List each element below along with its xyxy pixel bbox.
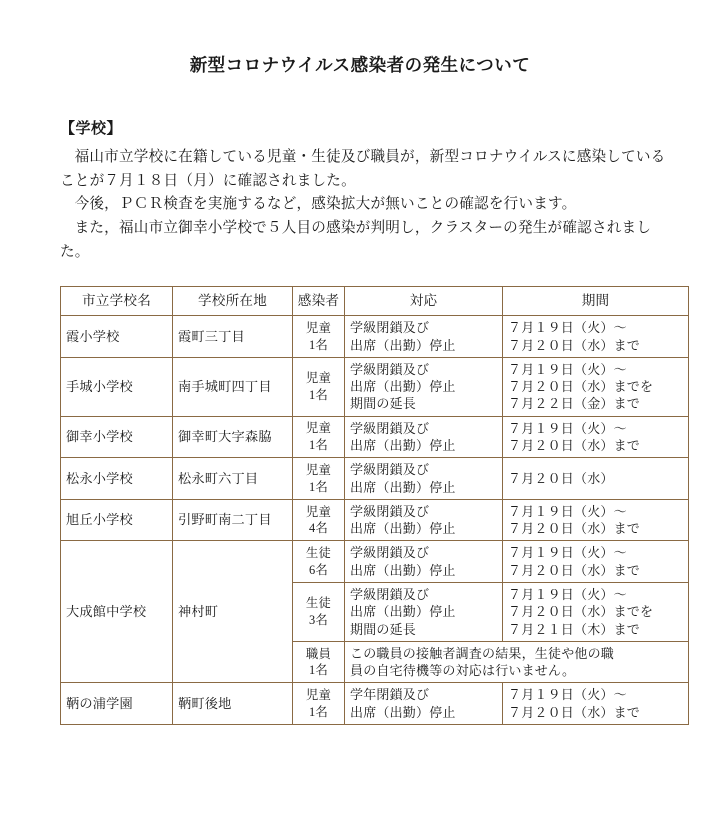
infection-table (60, 286, 689, 725)
cell-school-address: 御幸町大字森脇 (173, 416, 293, 458)
table-row (61, 683, 689, 725)
cell-infected-count: 生徒 3名 (293, 582, 345, 641)
cell-school-address: 南手城町四丁目 (173, 357, 293, 416)
cell-response: 学級閉鎖及び 出席（出勤）停止 (345, 416, 503, 458)
table-row (61, 541, 689, 583)
cell-note: この職員の接触者調査の結果，生徒や他の職 員の自宅待機等の対応は行いません。 (345, 641, 689, 683)
cell-response: 学級閉鎖及び 出席（出勤）停止 (345, 499, 503, 541)
cell-school-name: 御幸小学校 (61, 416, 173, 458)
cell-infected-count: 児童 1名 (293, 683, 345, 725)
cell-period: ７月１９日（火）～ ７月２０日（水）まで (503, 683, 689, 725)
section-label: 【学校】 (60, 121, 123, 137)
cell-response: 学級閉鎖及び 出席（出勤）停止 (345, 458, 503, 500)
cell-infected-count: 児童 1名 (293, 416, 345, 458)
table-row (61, 357, 689, 416)
cell-period: ７月１９日（火）～ ７月２０日（水）まで (503, 499, 689, 541)
cell-period: ７月２０日（水） (503, 458, 689, 500)
header-count: 感染者 (293, 287, 345, 316)
cell-infected-count: 児童 4名 (293, 499, 345, 541)
cell-school-address: 鞆町後地 (173, 683, 293, 725)
cell-school-address: 引野町南二丁目 (173, 499, 293, 541)
cell-response: 学級閉鎖及び 出席（出勤）停止 期間の延長 (345, 582, 503, 641)
paragraph-2: 今後，ＰＣＲ検査を実施するなど，感染拡大が無いことの確認を行います。 (74, 196, 577, 213)
cell-period: ７月１９日（火）～ ７月２０日（水）まで (503, 541, 689, 583)
cell-school-name: 旭丘小学校 (61, 499, 173, 541)
cell-period: ７月１９日（火）～ ７月２０日（水）まで (503, 416, 689, 458)
cell-school-address: 神村町 (173, 541, 293, 683)
paragraph-3: また，福山市立御幸小学校で５人目の感染が判明し，クラスターの発生が確認されました。 (60, 219, 652, 260)
cell-period: ７月１９日（火）～ ７月２０日（水）までを ７月２１日（木）まで (503, 582, 689, 641)
cell-school-name: 手城小学校 (61, 357, 173, 416)
page-title: 新型コロナウイルス感染者の発生について (189, 55, 531, 75)
cell-school-name: 大成館中学校 (61, 541, 173, 683)
cell-period: ７月１９日（火）～ ７月２０日（水）までを ７月２２日（金）まで (503, 357, 689, 416)
table-row (61, 416, 689, 458)
paragraph-1: 福山市立学校に在籍している児童・生徒及び職員が，新型コロナウイルスに感染していることが７月１８日（月）に確認されました。 (60, 149, 666, 189)
table-body (61, 316, 689, 725)
cell-infected-count: 児童 1名 (293, 357, 345, 416)
cell-response: 学年閉鎖及び 出席（出勤）停止 (345, 683, 503, 725)
cell-infected-count: 生徒 6名 (293, 541, 345, 583)
cell-school-address: 霞町三丁目 (173, 316, 293, 358)
table-row (61, 316, 689, 358)
header-school: 市立学校名 (61, 287, 173, 316)
cell-infected-count: 職員 1名 (293, 641, 345, 683)
cell-school-address: 松永町六丁目 (173, 458, 293, 500)
cell-infected-count: 児童 1名 (293, 316, 345, 358)
cell-school-name: 松永小学校 (61, 458, 173, 500)
table-row (61, 499, 689, 541)
cell-period: ７月１９日（火）～ ７月２０日（水）まで (503, 316, 689, 358)
cell-response: 学級閉鎖及び 出席（出勤）停止 (345, 316, 503, 358)
cell-school-name: 鞆の浦学園 (61, 683, 173, 725)
header-address: 学校所在地 (173, 287, 293, 316)
cell-response: 学級閉鎖及び 出席（出勤）停止 (345, 541, 503, 583)
table-row (61, 458, 689, 500)
cell-infected-count: 児童 1名 (293, 458, 345, 500)
header-response: 対応 (345, 287, 503, 316)
table-header-row (61, 287, 689, 316)
cell-school-name: 霞小学校 (61, 316, 173, 358)
header-period: 期間 (503, 287, 689, 316)
intro-paragraphs (38, 146, 682, 264)
cell-response: 学級閉鎖及び 出席（出勤）停止 期間の延長 (345, 357, 503, 416)
